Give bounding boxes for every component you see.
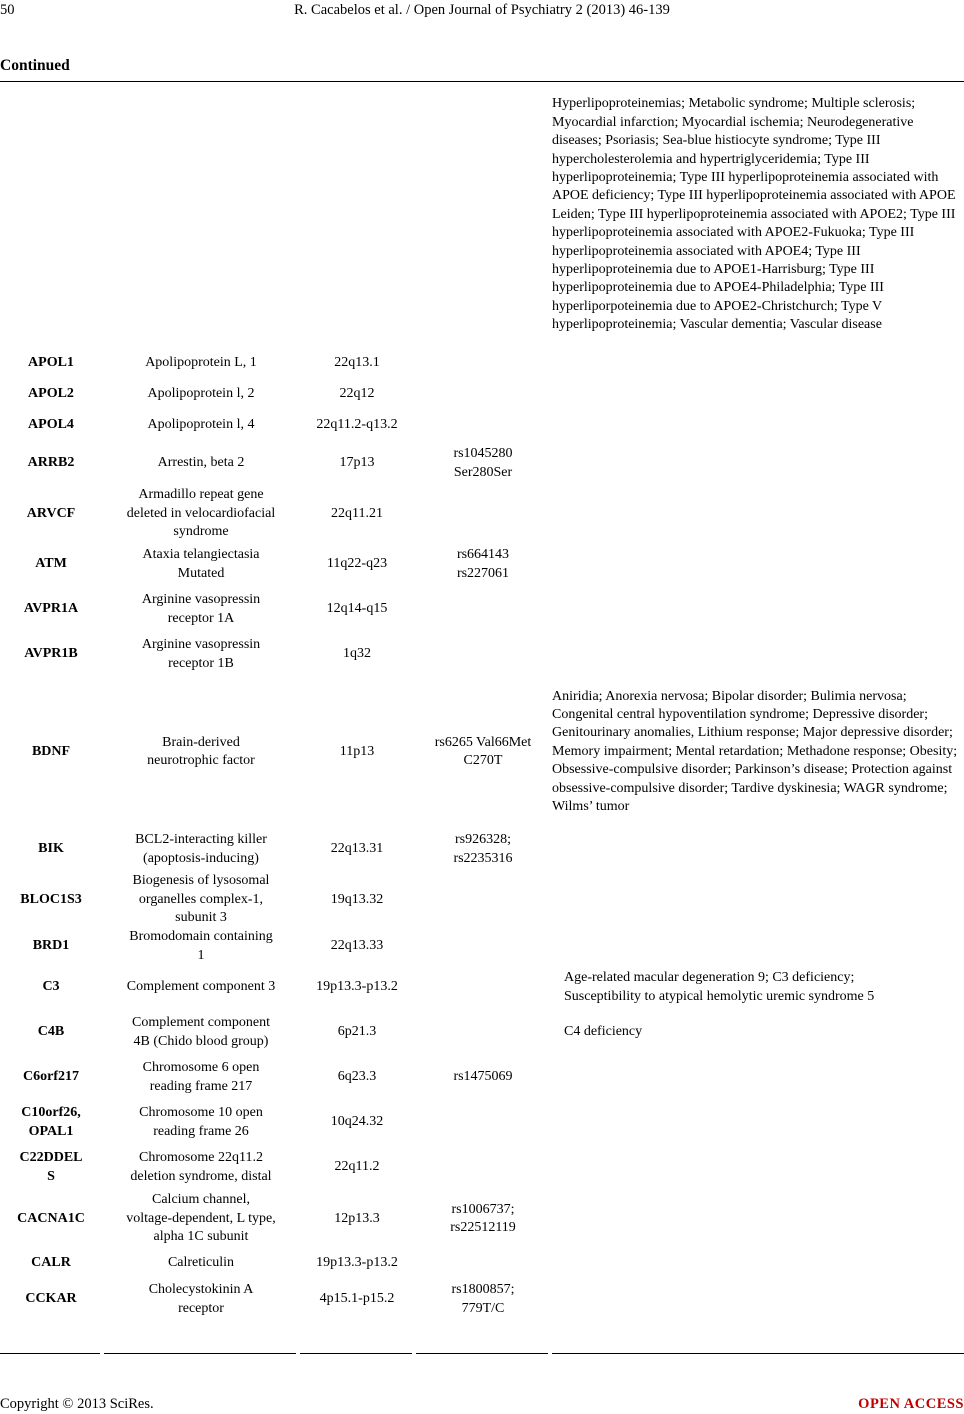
cell-snp: [418, 632, 548, 677]
cell-locus: 22q13.31: [330, 841, 384, 857]
table-row: [0, 632, 964, 677]
cell-snp: rs1045280 Ser280Ser: [453, 446, 513, 480]
table-row: [0, 82, 964, 348]
cell-gene: C3: [42, 979, 60, 995]
cell-gene: ATM: [35, 556, 67, 572]
cell-snp: [418, 1248, 548, 1279]
cell-locus: 12p13.3: [334, 1210, 380, 1226]
cell-locus: 19p13.3-p13.2: [316, 979, 398, 995]
cell-name: Biogenesis of lysosomal organelles complex-1, subunit 3: [132, 873, 270, 926]
cell-disease: Aniridia; Anorexia nervosa; Bipolar disorder; Bulimia nervosa; Congenital central hypoventilation syndrome; Depressive disorder; Genitourinary anomalies, Lithium response; Major depressive disorder; Memory impairment; Mental retardation; Methadone response; Obesity; Obsessive-compulsive disorder; Parkinson’s disease; Protection against obsessive-compulsive disorder; Tardive dyskinesia; WAGR syndrome; Wilms’ tumor: [552, 688, 958, 815]
table-row: [0, 965, 964, 1010]
cell-name: Chromosome 10 open reading frame 26: [139, 1105, 263, 1139]
table-row: [0, 587, 964, 632]
cell-locus: 22q13.1: [334, 355, 380, 371]
cell-locus: 6q23.3: [337, 1069, 377, 1085]
cell-snp: rs664143 rs227061: [456, 547, 510, 581]
cell-snp: rs1800857; 779T/C: [451, 1282, 515, 1316]
cell-gene: ARRB2: [27, 455, 75, 471]
cell-gene: APOL1: [28, 355, 74, 371]
cell-gene: C10orf26, OPAL1: [21, 1105, 81, 1139]
cell-disease: [552, 587, 960, 632]
cell-gene: BRD1: [32, 938, 70, 954]
cell-disease: C4 deficiency: [564, 1024, 643, 1040]
cell-name: [106, 82, 296, 348]
table-bottom-rule: [300, 1353, 412, 1354]
page-header: [0, 0, 964, 22]
cell-disease: [552, 1100, 960, 1145]
cell-name: Arginine vasopressin receptor 1B: [141, 637, 261, 671]
cell-disease: [552, 1145, 960, 1190]
cell-disease: [552, 827, 960, 872]
cell-gene: APOL4: [28, 417, 74, 433]
table-row: [0, 1248, 964, 1279]
cell-name: Armadillo repeat gene deleted in velocardiofacial syndrome: [126, 487, 276, 540]
cell-snp: [418, 379, 548, 410]
table-row: [0, 928, 964, 965]
cell-locus: 22q11.2-q13.2: [316, 417, 398, 433]
cell-snp: [418, 486, 548, 542]
cell-disease: [552, 379, 960, 410]
table-row: [0, 1145, 964, 1190]
cell-disease: [552, 872, 960, 928]
cell-locus: 12q14-q15: [326, 601, 388, 617]
cell-snp: rs1006737; rs22512119: [450, 1201, 516, 1235]
cell-locus: [300, 82, 414, 348]
table-bottom-rule: [104, 1353, 296, 1354]
cell-disease: [552, 348, 960, 379]
cell-snp: [418, 82, 548, 348]
cell-disease: [552, 542, 960, 587]
cell-disease: [552, 928, 960, 965]
cell-snp: rs1475069: [453, 1069, 513, 1085]
table-row: [0, 542, 964, 587]
cell-locus: 17p13: [339, 455, 375, 471]
cell-gene: C4B: [37, 1024, 65, 1040]
cell-gene: CCKAR: [25, 1291, 77, 1307]
cell-snp: [418, 587, 548, 632]
cell-name: Calcium channel, voltage-dependent, L type, alpha 1C subunit: [126, 1192, 276, 1245]
cell-gene: ARVCF: [26, 505, 76, 521]
table-bottom-rule: [416, 1353, 548, 1354]
table-row: [0, 1100, 964, 1145]
cell-disease: [552, 1248, 960, 1279]
cell-gene: AVPR1B: [24, 646, 78, 662]
cell-locus: 6p21.3: [337, 1024, 377, 1040]
cell-locus: 22q11.2: [334, 1159, 380, 1175]
journal-citation: R. Cacabelos et al. / Open Journal of Psychiatry 2 (2013) 46-139: [294, 2, 670, 18]
cell-gene: C6orf217: [23, 1069, 79, 1085]
cell-disease: [552, 441, 960, 486]
cell-snp: [418, 1145, 548, 1190]
cell-name: Complement component 4B (Chido blood group): [131, 1015, 271, 1049]
cell-disease: Age-related macular degeneration 9; C3 deficiency; Susceptibility to atypical hemolytic uremic syndrome 5: [564, 970, 875, 1004]
cell-name: Apolipoprotein L, 1: [145, 355, 257, 371]
table-row: [0, 441, 964, 486]
table-row: [0, 1279, 964, 1320]
cell-disease: [552, 486, 960, 542]
page-number: 50: [0, 2, 15, 18]
table-row: [0, 1010, 964, 1055]
cell-name: Cholecystokinin A receptor: [148, 1282, 254, 1316]
cell-snp: [418, 410, 548, 441]
cell-name: Arrestin, beta 2: [157, 455, 245, 471]
cell-gene: APOL2: [28, 386, 74, 402]
cell-locus: 1q32: [343, 646, 371, 662]
cell-name: Complement component 3: [126, 979, 276, 995]
cell-locus: 4p15.1-p15.2: [319, 1291, 395, 1307]
table-row: [0, 410, 964, 441]
cell-snp: rs926328; rs2235316: [453, 832, 513, 866]
cell-locus: 22q11.21: [331, 505, 383, 521]
cell-disease: [552, 1055, 960, 1100]
cell-gene: BLOC1S3: [20, 891, 82, 907]
cell-name: Calreticulin: [167, 1255, 235, 1271]
open-access-label: OPEN ACCESS: [858, 1396, 964, 1412]
cell-snp: [418, 872, 548, 928]
cell-gene: CACNA1C: [17, 1210, 85, 1226]
table-bottom-rule: [0, 1353, 100, 1354]
table-bottom-rule: [552, 1353, 964, 1354]
gene-table: [0, 82, 964, 1320]
table-row: [0, 872, 964, 928]
cell-snp: [418, 1100, 548, 1145]
cell-gene: [2, 82, 100, 348]
cell-gene: CALR: [31, 1255, 71, 1271]
cell-name: Arginine vasopressin receptor 1A: [141, 592, 261, 626]
table-row: [0, 486, 964, 542]
cell-locus: 22q13.33: [330, 938, 384, 954]
cell-locus: 11p13: [339, 743, 375, 759]
cell-snp: [418, 965, 548, 1010]
cell-snp: [418, 928, 548, 965]
table-row: [0, 827, 964, 872]
cell-snp: [418, 1010, 548, 1055]
cell-name: Bromodomain containing 1: [129, 929, 273, 963]
cell-disease: [552, 410, 960, 441]
cell-gene: C22DDEL S: [19, 1150, 83, 1184]
cell-name: Apolipoprotein l, 2: [147, 386, 255, 402]
cell-name: Brain-derived neurotrophic factor: [147, 734, 255, 768]
cell-snp: [418, 348, 548, 379]
cell-gene: BDNF: [31, 743, 71, 759]
cell-snp: rs6265 Val66Met C270T: [434, 734, 532, 768]
cell-disease: [552, 1190, 960, 1248]
copyright: Copyright © 2013 SciRes.: [0, 1396, 154, 1412]
table-row: [0, 1190, 964, 1248]
cell-locus: 11q22-q23: [326, 556, 388, 572]
table-row: [0, 1055, 964, 1100]
cell-name: Chromosome 22q11.2 deletion syndrome, distal: [130, 1150, 272, 1184]
cell-gene: BIK: [38, 841, 64, 857]
cell-gene: AVPR1A: [23, 601, 79, 617]
cell-name: Ataxia telangiectasia Mutated: [142, 547, 260, 581]
continued-label: Continued: [0, 57, 70, 74]
cell-locus: 22q12: [339, 386, 375, 402]
cell-locus: 10q24.32: [330, 1114, 384, 1130]
table-row: [0, 348, 964, 379]
cell-disease: [552, 1279, 960, 1320]
cell-locus: 19p13.3-p13.2: [316, 1255, 398, 1271]
table-row: [0, 379, 964, 410]
cell-name: BCL2-interacting killer (apoptosis-inducing): [135, 832, 267, 866]
cell-disease: Hyperlipoproteinemias; Metabolic syndrome; Multiple sclerosis; Myocardial infarction; Myocardial ischemia; Neurodegenerative diseases; Psoriasis; Sea-blue histiocyte syndrome; Type III hypercholesterolemia and hypertriglyceridemia; Type III hyperlipoproteinemia; Type III hyperlipoproteinemia associated with APOE deficiency; Type III hyperlipoproteinemia associated with APOE Leiden; Type III hyperlipoproteinemia associated with APOE2; Type III hyperlipoproteinemia associated with APOE2-Fukuoka; Type III hyperlipoproteinemia associated with APOE4; Type III hyperlipoproteinemia due to APOE1-Harrisburg; Type III hyperlipoproteinemia due to APOE4-Philadelphia; Type III hyperliporpoteinemia due to APOE2-Christchurch; Type V hyperlipoproteinemia; Vascular dementia; Vascular disease: [552, 96, 956, 333]
cell-name: Apolipoprotein l, 4: [147, 417, 255, 433]
cell-locus: 19q13.32: [330, 891, 384, 907]
cell-name: Chromosome 6 open reading frame 217: [142, 1060, 260, 1094]
cell-disease: [552, 632, 960, 677]
table-row: [0, 677, 964, 827]
